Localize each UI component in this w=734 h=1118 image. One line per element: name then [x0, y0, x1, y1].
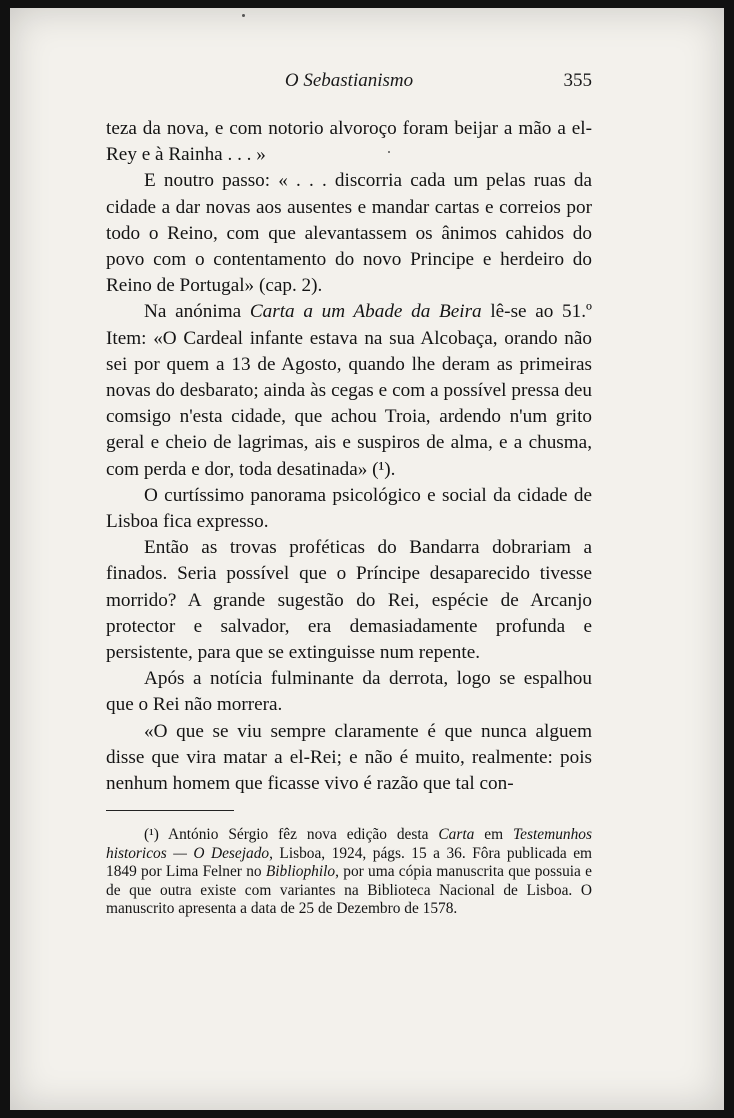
- paragraph: [106, 299, 592, 482]
- paragraph: [106, 719, 592, 798]
- paragraph: [106, 483, 592, 535]
- text-run: , Lisboa, 1924, págs. 15 a 36. Fôra publicada em 1849 por Lima Felner no: [106, 844, 593, 881]
- print-speck: [242, 14, 245, 17]
- text-run: E noutro passo: « . . . discorria cada um pelas ruas da cidade a dar novas aos ausentes e mandar cartas e correios por todo o Reino, com que alevantassem os ânimos cahidos do povo com o contentamento do novo Principe e herdeiro do Reino de Portugal» (cap. 2).: [106, 170, 592, 297]
- text-run: Após a notícia fulminante da derrota, logo se espalhou que o Rei não morrera.: [106, 668, 592, 716]
- text-run: em: [474, 826, 514, 843]
- italic-text: Carta: [438, 826, 475, 843]
- text-run: , por uma cópia manuscrita que possuia e de que outra existe com variantes na Biblioteca Nacional de Lisboa. O manuscrito apresenta a data de 25 de Dezembro de 1578.: [106, 863, 592, 918]
- print-speck: [388, 151, 390, 153]
- footnote-paragraph: [106, 826, 592, 919]
- italic-text: Bibliophilo: [265, 863, 336, 881]
- text-run: Então as trovas proféticas do Bandarra dobrariam a finados. Seria possível que o Príncipe desaparecido tivesse morrido? A grande sugestão do Rei, espécie de Arcanjo protector e salvador, era demasiadamente profunda e persistente, para que se extinguisse num repente.: [106, 537, 592, 664]
- italic-text: Carta a um Abade da Beira: [249, 301, 482, 323]
- main-text: [106, 116, 592, 797]
- running-title: O Sebastianismo: [284, 70, 414, 91]
- book-page: [10, 8, 724, 1110]
- text-run: (¹) António Sérgio fêz nova edição desta: [144, 826, 439, 843]
- paragraph: [106, 666, 592, 718]
- page-number: 355: [563, 70, 592, 91]
- paragraph: [106, 535, 592, 666]
- text-run: lê-se ao 51.º Item: «O Cardeal infante estava na sua Alcobaça, orando não sei por quem a 13 de Agosto, quando lhe deram as primeiras novas do desbarato; ainda às cegas e com a possível pressa deu comsigo n'esta cidade, que achou Troia, ardendo n'um grito geral e cheio de lagrimas, ais e suspiros de alma, e a chusma, com perda e dor, toda desatinada» (¹).: [106, 301, 592, 480]
- footnote: [106, 826, 592, 919]
- italic-text: Testemunhos historicos — O Desejado: [106, 826, 592, 862]
- paragraph: [106, 168, 592, 299]
- running-header: [106, 70, 592, 100]
- text-run: teza da nova, e com notorio alvoroço foram beijar a mão a el-Rey e à Rainha . . . »: [106, 118, 592, 166]
- footnote-separator: [106, 810, 234, 811]
- text-run: Na anónima: [144, 301, 250, 323]
- paragraph: [106, 116, 592, 168]
- text-run: O curtíssimo panorama psicológico e social da cidade de Lisboa fica expresso.: [106, 484, 592, 533]
- text-run: «O que se viu sempre claramente é que nunca alguem disse que vira matar a el-Rei; e não é muito, realmente: pois nenhum homem que ficasse vivo é razão que tal con-: [106, 720, 592, 795]
